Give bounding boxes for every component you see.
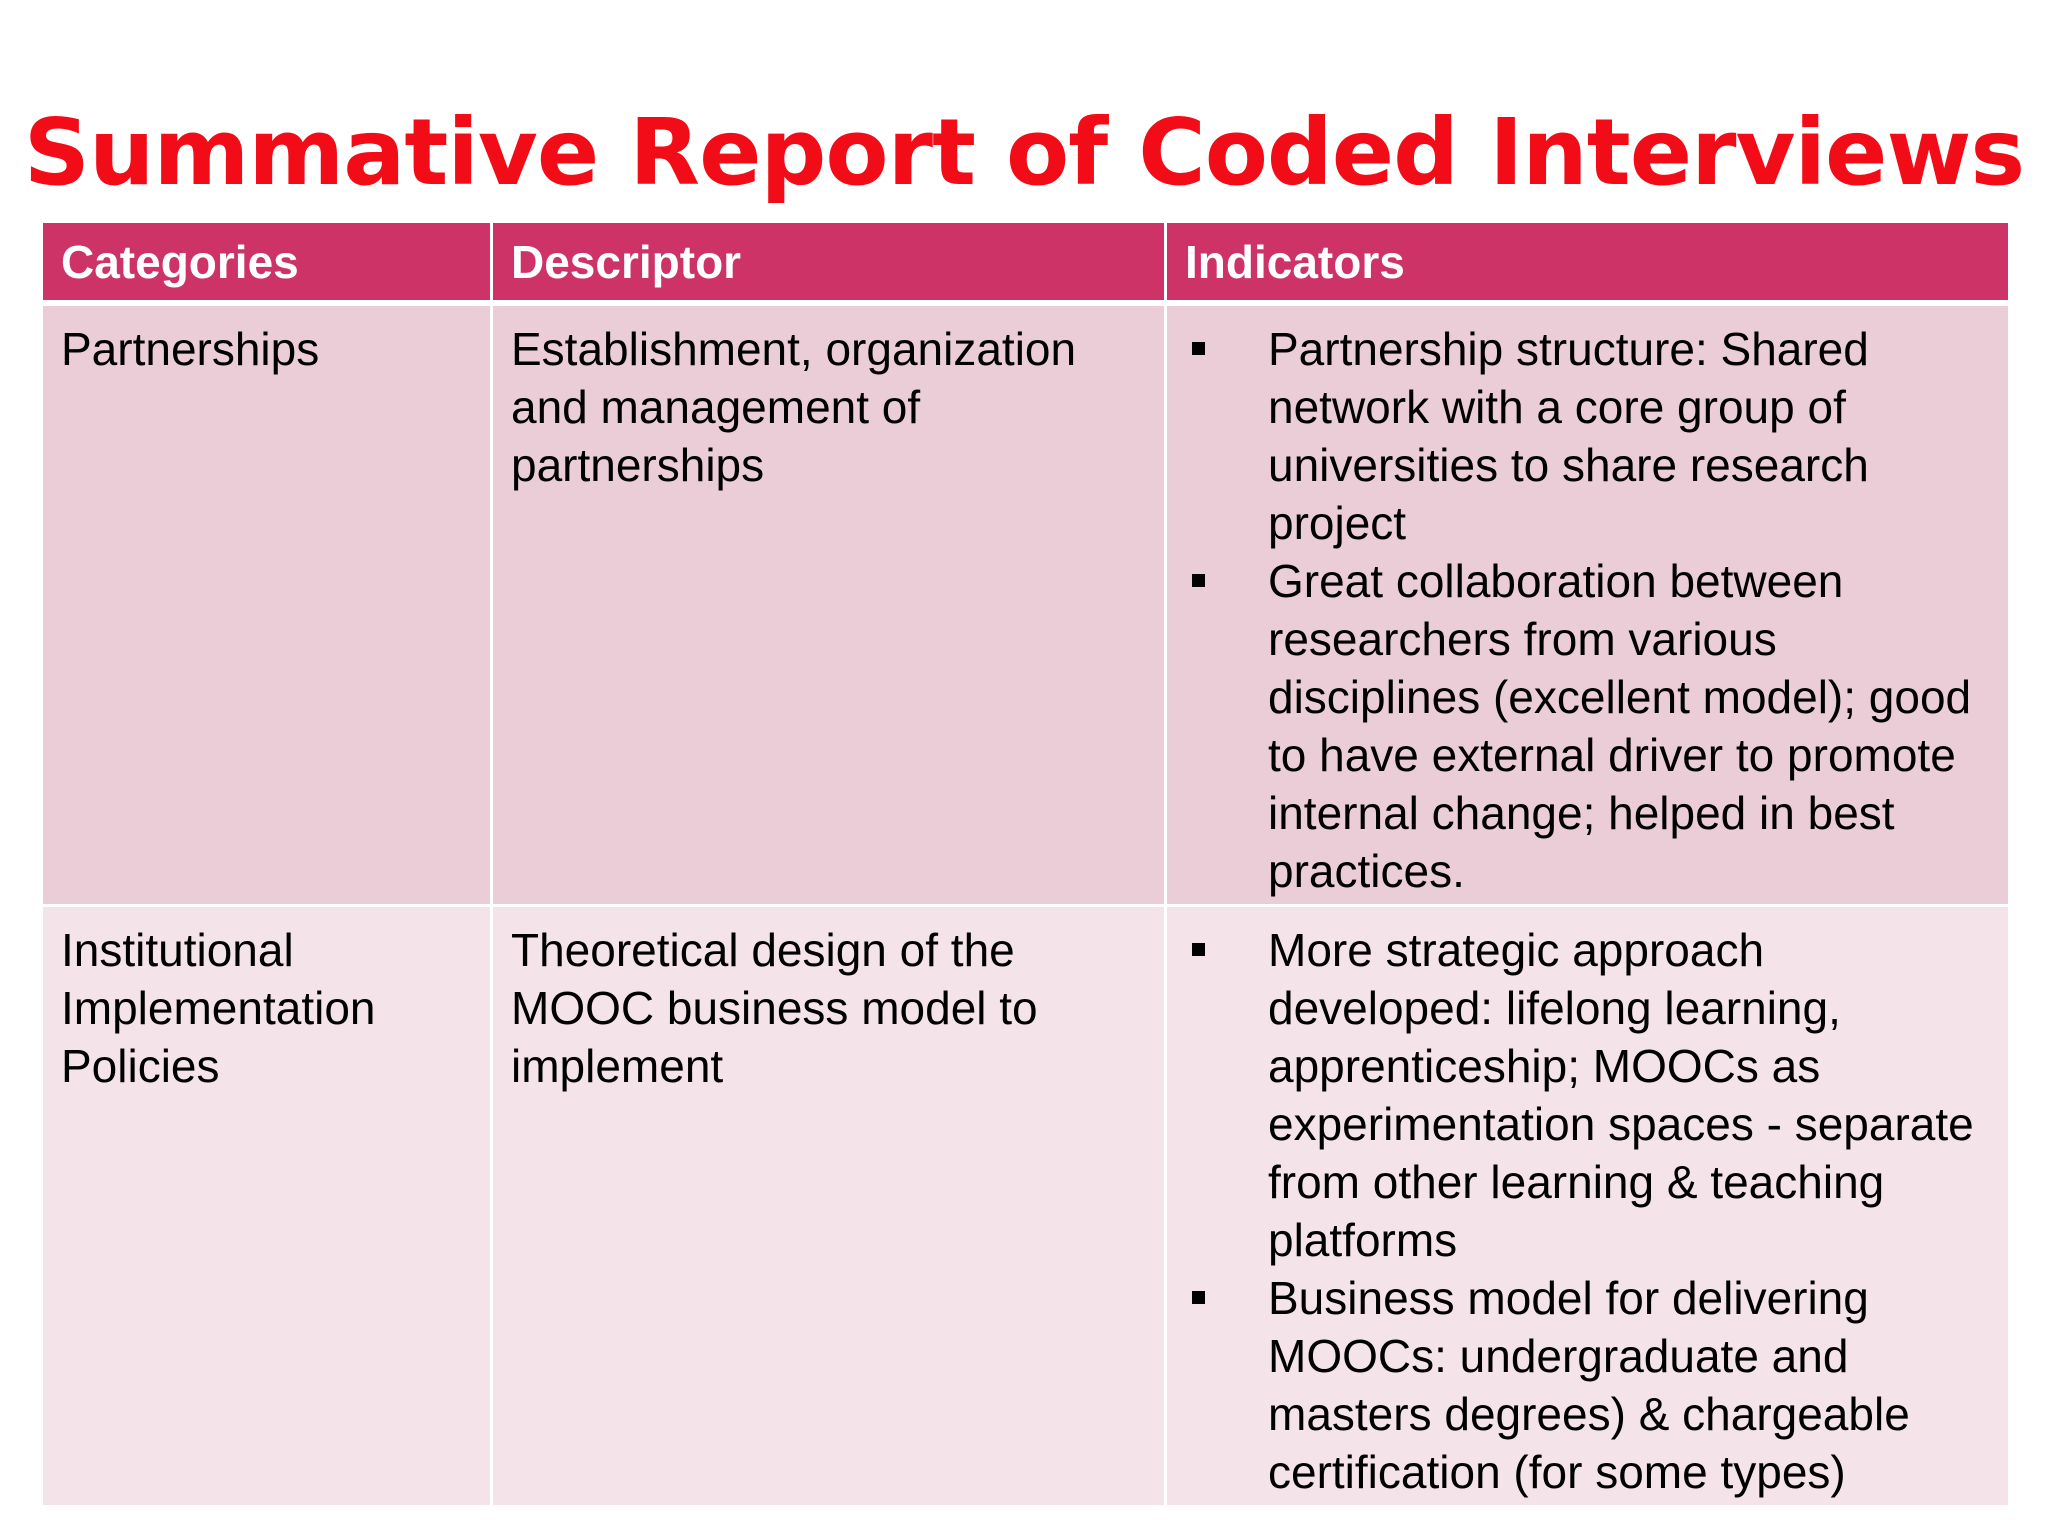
indicators-cell	[1166, 303, 2010, 906]
square-bullet-icon	[1192, 342, 1205, 355]
indicator-text: Great collaboration between researchers from various disciplines (excellent model); good to have external driver to promote internal change; helped in best practices.	[1268, 555, 1972, 897]
indicator-text: More strategic approach developed: lifelong learning, apprenticeship; MOOCs as experimentation spaces - separate from other learning & teaching platforms	[1268, 924, 1974, 1266]
descriptor-cell: Theoretical design of the MOOC business model to implement	[492, 906, 1166, 1507]
descriptor-cell: Establishment, organization and management of partnerships	[492, 303, 1166, 906]
slide-title: Summative Report of Coded Interviews	[23, 99, 2025, 206]
summary-table	[40, 220, 2011, 1508]
indicator-list	[1185, 320, 1990, 900]
header-indicators: Indicators	[1166, 222, 2010, 304]
category-cell: Partnerships	[42, 303, 492, 906]
list-item	[1185, 320, 1990, 552]
table-row	[42, 303, 2010, 906]
header-descriptor: Descriptor	[492, 222, 1166, 304]
table-header-row	[42, 222, 2010, 304]
list-item	[1185, 921, 1990, 1269]
indicator-text: Partnership structure: Shared network with a core group of universities to share research project	[1268, 323, 1869, 549]
square-bullet-icon	[1192, 1291, 1205, 1304]
table-row	[42, 906, 2010, 1507]
square-bullet-icon	[1192, 943, 1205, 956]
indicators-cell	[1166, 906, 2010, 1507]
indicator-text: Business model for delivering MOOCs: undergraduate and masters degrees) & chargeable certification (for some types)	[1268, 1272, 1910, 1498]
list-item	[1185, 1269, 1990, 1501]
square-bullet-icon	[1192, 574, 1205, 587]
header-categories: Categories	[42, 222, 492, 304]
indicator-list	[1185, 921, 1990, 1501]
category-cell: Institutional Implementation Policies	[42, 906, 492, 1507]
list-item	[1185, 552, 1990, 900]
